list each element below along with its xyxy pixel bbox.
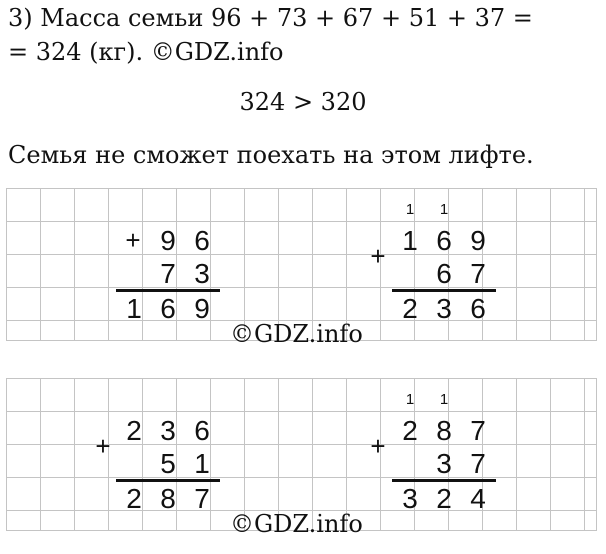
- addend-1-digit: 2: [126, 415, 142, 446]
- grid-sheet-2: [6, 378, 597, 538]
- carry-digit: 1: [405, 201, 415, 218]
- carry-digit: 1: [405, 391, 415, 408]
- watermark: ©GDZ.info: [230, 510, 363, 538]
- plus-sign: +: [370, 431, 386, 461]
- conclusion: Семья не сможет поехать на этом лифте.: [8, 141, 534, 169]
- plus-sign: +: [370, 241, 386, 271]
- addend-2-digit: 3: [194, 258, 210, 289]
- watermark: ©GDZ.info: [230, 320, 363, 348]
- result-digit: 3: [436, 293, 452, 324]
- result-digit: 9: [194, 293, 210, 324]
- addend-1-digit: 7: [470, 415, 486, 446]
- comparison: 324 > 320: [239, 88, 367, 116]
- addend-1-digit: 9: [470, 225, 486, 256]
- carry-digit: 1: [439, 391, 449, 408]
- addend-1-digit: 6: [436, 225, 452, 256]
- addend-2-digit: 5: [160, 448, 176, 479]
- task-line-2: = 324 (кг). ©GDZ.info: [8, 38, 284, 66]
- addend-1-digit: 9: [160, 225, 176, 256]
- result-digit: 2: [402, 293, 418, 324]
- result-digit: 2: [126, 483, 142, 514]
- result-digit: 6: [470, 293, 486, 324]
- addend-1-digit: 8: [436, 415, 452, 446]
- result-digit: 4: [470, 483, 486, 514]
- addend-2-digit: 7: [470, 258, 486, 289]
- grid-sheet-1: [6, 188, 597, 348]
- addend-2-digit: 1: [194, 448, 210, 479]
- addend-2-digit: 7: [160, 258, 176, 289]
- result-digit: 2: [436, 483, 452, 514]
- result-digit: 7: [194, 483, 210, 514]
- plus-sign: +: [95, 431, 111, 461]
- addend-1-digit: 3: [160, 415, 176, 446]
- result-digit: 8: [160, 483, 176, 514]
- addend-2-digit: 3: [436, 448, 452, 479]
- task-line-1: 3) Масса семьи 96 + 73 + 67 + 51 + 37 =: [8, 4, 533, 32]
- result-digit: 3: [402, 483, 418, 514]
- plus-sign: +: [125, 225, 141, 255]
- addend-1-digit: 6: [194, 225, 210, 256]
- addend-1-digit: 2: [402, 415, 418, 446]
- carry-digit: 1: [439, 201, 449, 218]
- addend-1-digit: 6: [194, 415, 210, 446]
- addend-1-digit: 1: [402, 225, 418, 256]
- addend-2-digit: 7: [470, 448, 486, 479]
- addend-2-digit: 6: [436, 258, 452, 289]
- result-digit: 6: [160, 293, 176, 324]
- result-digit: 1: [126, 293, 142, 324]
